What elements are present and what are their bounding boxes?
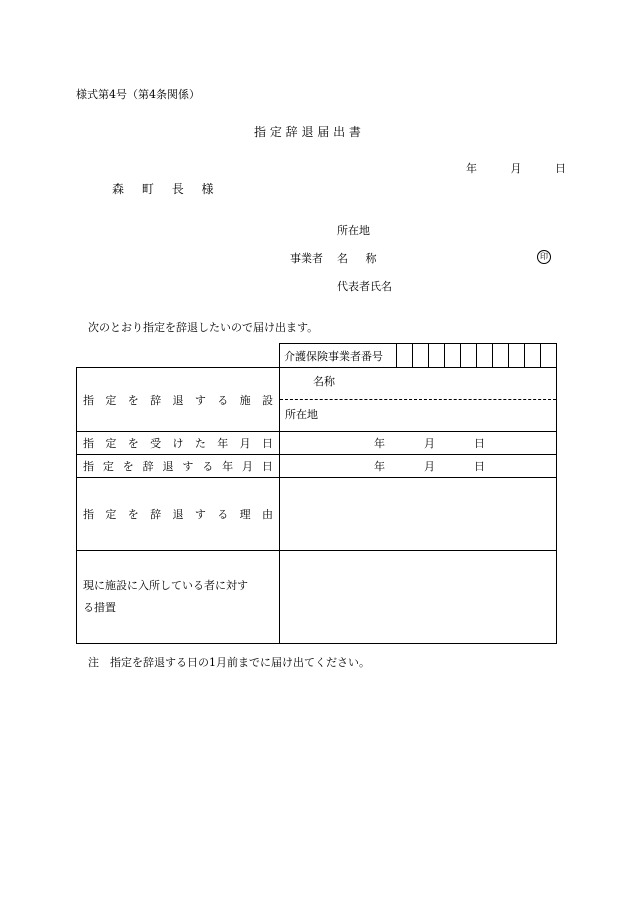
facility-name-field[interactable] bbox=[280, 368, 556, 400]
applicant-name-char-2: 称 bbox=[365, 252, 377, 265]
withdraw-date-label-char: 日 bbox=[261, 460, 273, 473]
designated-date-label bbox=[77, 432, 280, 455]
designated-date-label-char: を bbox=[127, 437, 139, 450]
withdraw-date-label-char: 退 bbox=[162, 460, 174, 473]
withdraw-date-year: 年 bbox=[374, 460, 385, 473]
applicant-address-label: 所在地 bbox=[337, 224, 370, 237]
provider-number-digit[interactable] bbox=[397, 344, 413, 367]
reason-label-char: る bbox=[217, 508, 229, 521]
withdraw-date-label-char: 年 bbox=[222, 460, 234, 473]
reason-label-char: 退 bbox=[172, 508, 184, 521]
withdraw-date-day: 日 bbox=[474, 460, 485, 473]
reason-label-char: す bbox=[194, 508, 206, 521]
facility-label-char: す bbox=[194, 393, 206, 407]
designated-date-label-char: 定 bbox=[105, 437, 117, 450]
provider-number-digit[interactable] bbox=[445, 344, 461, 367]
facility-label-char: 設 bbox=[262, 393, 273, 407]
withdraw-date-label-char: る bbox=[202, 460, 214, 473]
measures-label-line-2: る措置 bbox=[83, 601, 116, 614]
designated-date-label-char: 受 bbox=[150, 437, 162, 450]
applicant-group-label: 事業者 bbox=[290, 252, 323, 265]
withdraw-date-label-char: 指 bbox=[83, 460, 94, 473]
reason-label bbox=[77, 478, 280, 551]
designated-date-field[interactable] bbox=[280, 432, 557, 455]
addressee-machi: 町 bbox=[141, 182, 154, 196]
addressee-cho: 長 bbox=[171, 182, 184, 196]
reason-label-char: 理 bbox=[239, 508, 251, 521]
facility-label-char: を bbox=[127, 393, 139, 407]
withdraw-date-month: 月 bbox=[424, 460, 435, 473]
facility-label-char: 施 bbox=[239, 393, 251, 407]
provider-number-digit[interactable] bbox=[413, 344, 429, 367]
addressee bbox=[112, 180, 214, 197]
applicant-representative-label: 代表者氏名 bbox=[337, 280, 392, 293]
withdraw-date-label-char: 月 bbox=[242, 460, 253, 473]
intro-text: 次のとおり指定を辞退したいので届け出ます。 bbox=[88, 321, 319, 334]
designated-date-year: 年 bbox=[374, 437, 385, 450]
reason-label-char: 由 bbox=[262, 508, 273, 521]
designated-date-label-char: 月 bbox=[239, 437, 251, 450]
facility-label bbox=[77, 368, 280, 432]
facility-address-label: 所在地 bbox=[285, 408, 318, 421]
measures-field[interactable] bbox=[280, 551, 557, 644]
provider-number-label: 介護保険事業者番号 bbox=[280, 344, 397, 367]
date-month: 月 bbox=[510, 162, 522, 175]
designated-date-label-char: 日 bbox=[262, 437, 273, 450]
provider-number-cell bbox=[280, 344, 557, 368]
facility-name-label: 名称 bbox=[313, 375, 335, 388]
designated-date-day: 日 bbox=[474, 437, 485, 450]
facility-info-cell[interactable] bbox=[280, 368, 557, 432]
reason-label-char: 指 bbox=[83, 508, 94, 521]
reason-label-char: を bbox=[127, 508, 139, 521]
facility-label-char: 退 bbox=[172, 393, 184, 407]
facility-label-char: 辞 bbox=[150, 393, 162, 407]
withdraw-date-label-char: 辞 bbox=[142, 460, 154, 473]
provider-number-digit[interactable] bbox=[525, 344, 541, 367]
document-title: 指 定 辞 退 届 出 書 bbox=[254, 125, 361, 139]
reason-label-char: 辞 bbox=[150, 508, 162, 521]
designated-date-label-char: 指 bbox=[83, 437, 94, 450]
addressee-town: 森 bbox=[112, 182, 125, 196]
reason-field[interactable] bbox=[280, 478, 557, 551]
footnote: 注 指定を辞退する日の1月前までに届け出てください。 bbox=[88, 656, 370, 669]
measures-label-line-1: 現に施設に入所している者に対す bbox=[83, 579, 248, 592]
addressee-sama: 様 bbox=[201, 182, 214, 196]
withdrawal-form-table bbox=[76, 343, 557, 644]
provider-number-digit[interactable] bbox=[429, 344, 445, 367]
facility-address-field[interactable] bbox=[280, 400, 556, 431]
seal-mark: 印 bbox=[537, 250, 551, 264]
provider-number-digit[interactable] bbox=[509, 344, 525, 367]
facility-label-char: 定 bbox=[105, 393, 117, 407]
applicant-name-char-1: 名 bbox=[337, 252, 348, 265]
reason-label-char: 定 bbox=[105, 508, 117, 521]
designated-date-label-char: た bbox=[194, 437, 206, 450]
date-day: 日 bbox=[555, 162, 566, 175]
facility-label-char: る bbox=[217, 393, 229, 407]
provider-number-digit[interactable] bbox=[493, 344, 509, 367]
withdraw-date-field[interactable] bbox=[280, 455, 557, 478]
provider-number-digit[interactable] bbox=[477, 344, 493, 367]
withdraw-date-label bbox=[77, 455, 280, 478]
designated-date-label-char: け bbox=[172, 437, 184, 450]
designated-date-label-char: 年 bbox=[217, 437, 229, 450]
designated-date-month: 月 bbox=[424, 437, 435, 450]
date-year: 年 bbox=[466, 162, 477, 175]
applicant-name-label bbox=[337, 250, 377, 266]
form-number: 様式第4号（第4条関係） bbox=[76, 88, 200, 101]
measures-label bbox=[77, 551, 280, 644]
withdraw-date-label-char: 定 bbox=[102, 460, 114, 473]
provider-number-digit[interactable] bbox=[541, 344, 556, 367]
date-line bbox=[466, 160, 566, 176]
provider-number-digit[interactable] bbox=[461, 344, 477, 367]
withdraw-date-label-char: す bbox=[182, 460, 194, 473]
withdraw-date-label-char: を bbox=[122, 460, 134, 473]
facility-label-char: 指 bbox=[83, 393, 94, 407]
